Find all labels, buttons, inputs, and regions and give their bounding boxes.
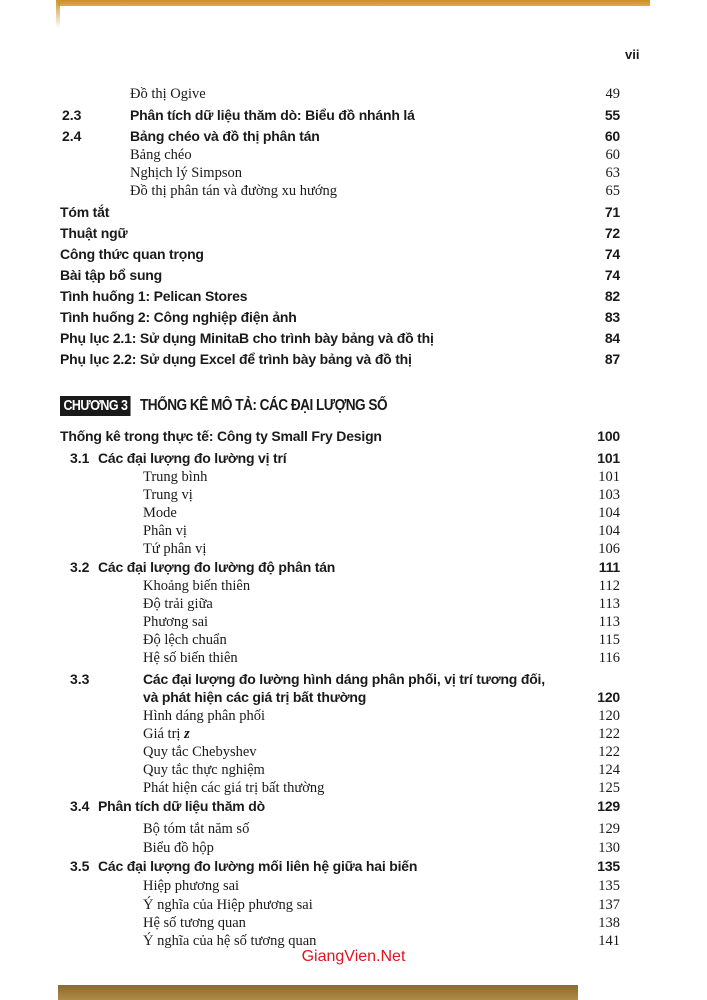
entry-page: 115 xyxy=(598,632,620,648)
entry-page: 74 xyxy=(604,246,620,262)
entry-page: 87 xyxy=(604,351,620,367)
entry-title: Tình huống 1: Pelican Stores xyxy=(60,288,248,304)
entry-page: 83 xyxy=(604,309,620,325)
entry-title: Ý nghĩa của hệ số tương quan xyxy=(143,933,317,949)
section-number: 3.5 xyxy=(70,858,90,874)
entry-title: Trung bình xyxy=(143,469,208,485)
entry-title: Độ lệch chuẩn xyxy=(143,632,227,648)
entry-page: 141 xyxy=(598,933,620,949)
entry-page: 112 xyxy=(598,578,620,594)
entry-title: Phân tích dữ liệu thăm dò xyxy=(98,798,265,814)
entry-title: Thuật ngữ xyxy=(60,225,128,241)
entry-page: 106 xyxy=(598,541,620,557)
entry-page: 103 xyxy=(598,487,620,503)
entry-page: 120 xyxy=(597,689,620,705)
entry-page: 60 xyxy=(605,147,620,163)
entry-page: 113 xyxy=(598,596,620,612)
entry-page: 113 xyxy=(598,614,620,630)
entry-title: Đồ thị Ogive xyxy=(130,86,206,102)
entry-title: Hình dáng phân phối xyxy=(143,708,266,724)
entry-title: Quy tắc Chebyshev xyxy=(143,744,257,760)
entry-page: 49 xyxy=(605,86,620,102)
entry-page: 71 xyxy=(604,204,620,220)
entry-title: Biểu đồ hộp xyxy=(143,840,214,856)
entry-title: Quy tắc thực nghiệm xyxy=(143,762,265,778)
entry-title: Ý nghĩa của Hiệp phương sai xyxy=(143,897,313,913)
section-number: 3.4 xyxy=(70,798,90,814)
entry-title: Hệ số biến thiên xyxy=(143,650,238,666)
entry-page: 120 xyxy=(598,708,620,724)
entry-title: Các đại lượng đo lường độ phân tán xyxy=(98,559,336,575)
entry-title: Các đại lượng đo lường vị trí xyxy=(98,450,287,466)
section-number: 3.2 xyxy=(70,559,90,575)
section-number: 2.4 xyxy=(62,128,82,144)
entry-title: Bài tập bổ sung xyxy=(60,267,163,283)
entry-title: Phương sai xyxy=(143,614,209,630)
entry-title: Tình huống 2: Công nghiệp điện ảnh xyxy=(60,309,297,325)
entry-page: 130 xyxy=(598,840,620,856)
entry-page: 124 xyxy=(598,762,620,778)
entry-page: 116 xyxy=(598,650,620,666)
toc-page xyxy=(60,0,660,985)
book-edge-bottom xyxy=(58,985,578,1000)
entry-title: Hiệp phương sai xyxy=(143,878,240,894)
entry-title: Thống kê trong thực tế: Công ty Small Fry Design xyxy=(60,428,382,444)
section-number: 3.1 xyxy=(70,450,90,466)
entry-page: 84 xyxy=(604,330,620,346)
entry-page: 122 xyxy=(598,726,620,742)
entry-title: Tứ phân vị xyxy=(143,541,207,557)
entry-title: và phát hiện các giá trị bất thường xyxy=(143,689,367,705)
entry-title: Bảng chéo xyxy=(130,147,192,163)
entry-title: Mode xyxy=(143,505,177,521)
entry-page: 74 xyxy=(604,267,620,283)
entry-title: Tóm tắt xyxy=(60,204,110,220)
entry-page: 72 xyxy=(604,225,620,241)
entry-title: Nghịch lý Simpson xyxy=(130,165,242,181)
entry-page: 65 xyxy=(605,183,620,199)
entry-page: 111 xyxy=(598,559,620,575)
entry-title: Phân tích dữ liệu thăm dò: Biểu đồ nhánh lá xyxy=(130,107,415,123)
entry-title: Công thức quan trọng xyxy=(60,246,204,262)
entry-page: 129 xyxy=(598,821,620,837)
entry-title: Các đại lượng đo lường mối liên hệ giữa hai biến xyxy=(98,858,418,874)
entry-title: Phân vị xyxy=(143,523,187,539)
entry-page: 138 xyxy=(598,915,620,931)
entry-title: Độ trải giữa xyxy=(143,596,213,612)
entry-page: 122 xyxy=(598,744,620,760)
entry-page: 101 xyxy=(597,450,620,466)
entry-title: Hệ số tương quan xyxy=(143,915,246,931)
entry-page: 129 xyxy=(597,798,620,814)
entry-page: 101 xyxy=(598,469,620,485)
entry-page: 125 xyxy=(598,780,620,796)
entry-page: 82 xyxy=(604,288,620,304)
entry-title: Giá trị z xyxy=(143,726,190,742)
entry-page: 55 xyxy=(604,107,620,123)
z-variable: z xyxy=(184,726,190,742)
entry-page: 104 xyxy=(598,505,620,521)
entry-page: 135 xyxy=(597,858,620,874)
entry-page: 137 xyxy=(598,897,620,913)
entry-title: Các đại lượng đo lường hình dáng phân phối, vị trí tương đối, xyxy=(143,671,545,687)
entry-title: Phát hiện các giá trị bất thường xyxy=(143,780,325,796)
entry-title: Đồ thị phân tán và đường xu hướng xyxy=(130,183,338,199)
entry-page: 60 xyxy=(604,128,620,144)
entry-title: Khoảng biến thiên xyxy=(143,578,251,594)
section-number: 3.3 xyxy=(70,671,90,687)
entry-page: 100 xyxy=(597,428,620,444)
entry-page: 135 xyxy=(598,878,620,894)
entry-title: Phụ lục 2.2: Sử dụng Excel để trình bày bảng và đồ thị xyxy=(60,351,412,367)
chapter-title: THỐNG KÊ MÔ TẢ: CÁC ĐẠI LƯỢNG SỐ xyxy=(140,397,388,414)
entry-title: Bộ tóm tắt năm số xyxy=(143,821,250,837)
entry-title: Bảng chéo và đồ thị phân tán xyxy=(130,128,320,144)
page-number: vii xyxy=(625,47,640,62)
entry-page: 104 xyxy=(598,523,620,539)
entry-title: Trung vị xyxy=(143,487,193,503)
entry-page: 63 xyxy=(605,165,620,181)
chapter-heading xyxy=(60,396,388,416)
section-number: 2.3 xyxy=(62,107,82,123)
chapter-badge: CHƯƠNG 3 xyxy=(60,396,131,416)
entry-title: Phụ lục 2.1: Sử dụng MinitaB cho trình bày bảng và đồ thị xyxy=(60,330,434,346)
watermark: GiangVien.Net xyxy=(301,948,406,965)
